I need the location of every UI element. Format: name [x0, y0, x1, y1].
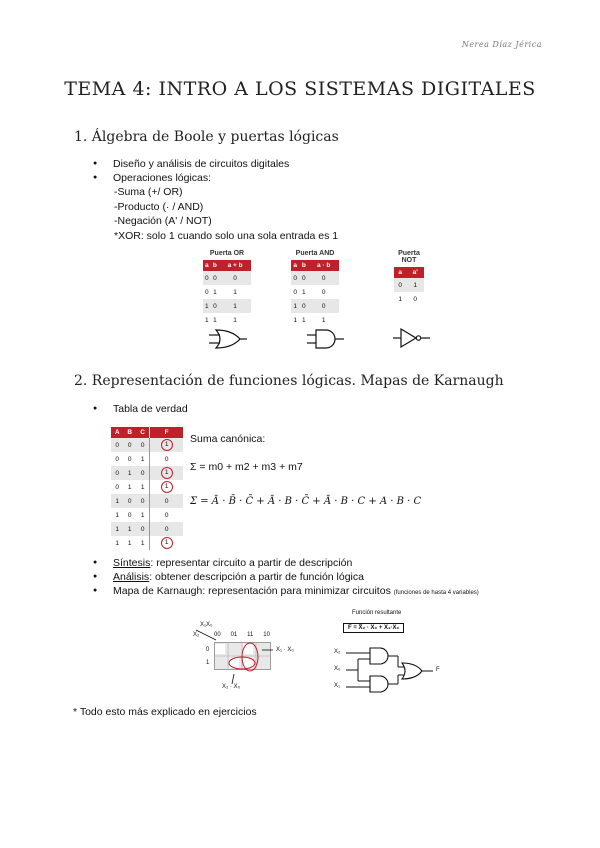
karnaugh-map: X₁X₀ X₂ 00 01 11 10 0 1 X₁ · X₀ X₂ · X₀	[193, 622, 294, 690]
and-gate-block	[291, 250, 339, 327]
kmap-group-x2x0: X₂ · X₀	[222, 684, 241, 690]
kmap-col-headers: 00 01 11 10	[214, 632, 270, 638]
minterm-sum: Σ = m0 + m2 + m3 + m7	[190, 461, 303, 473]
logic-ops	[114, 185, 338, 243]
section2-bullets	[93, 556, 479, 600]
table-row: 0 0 1 0	[111, 452, 183, 466]
op-xor-note: *XOR: solo 1 cuando solo una sola entrada es 1	[114, 229, 339, 242]
or-gate-symbol-icon	[208, 328, 248, 350]
op-not: -Negación (A' / NOT)	[114, 215, 212, 227]
kmap-side-var: X₂	[193, 632, 200, 638]
and-gate-symbol-icon	[306, 328, 346, 350]
section2-heading: 2. Representación de funciones lógicas. Mapas de Karnaugh	[74, 373, 504, 389]
table-row: 0 1	[394, 278, 424, 292]
table-row: 1 0 0	[291, 299, 339, 313]
not-gate-block	[390, 250, 428, 306]
list-item: ● Mapa de Karnaugh: representación para minimizar circuitos (funciones de hasta 4 variables)	[93, 584, 479, 600]
table-row: 1 0 0 0	[111, 494, 183, 508]
op-sum: -Suma (+/ OR)	[114, 186, 183, 198]
list-item: ● Operaciones lógicas:	[93, 171, 289, 185]
table-row: 1 1 1 1	[111, 536, 183, 550]
page-title: TEMA 4: INTRO A LOS SISTEMAS DIGITALES	[64, 78, 536, 100]
list-item: ● Análisis: obtener descripción a partir de función lógica	[93, 570, 479, 584]
or-truth-table: a b a + b 0 0 0 0 1 1 1 0 1 1 1 1	[203, 260, 251, 327]
and-gate-label: Puerta AND	[295, 250, 335, 257]
result-title: Función resultante	[352, 610, 402, 616]
table-row: 1 1 0 0	[111, 522, 183, 536]
section1-bullets	[93, 157, 289, 185]
section2-bullet-list	[93, 402, 188, 416]
and-truth-table: a b a · b 0 0 0 0 1 0 1 0 0 1 1 1	[291, 260, 339, 327]
table-row: 0 0 0	[203, 271, 251, 285]
canonical-sum-label: Suma canónica:	[190, 433, 266, 445]
table-row: 0 1 0 1	[111, 466, 183, 480]
not-gate-symbol-icon	[392, 326, 432, 350]
table-row: 0 1 1	[205, 288, 237, 296]
function-truth-table: A B C F 0 0 0 1 0 0 1 0 0 1 0 1 0 1 1 1 1 0 0 0 1 0 1 0 1 1 0 0 1 1 1 1	[111, 427, 183, 550]
result-formula: F = X̄₂ · X₀ + X₁·X₀	[343, 623, 404, 633]
result-circuit: X₂ X₀ X₁ F	[332, 644, 452, 699]
or-gate-block	[203, 250, 251, 327]
table-row: 0 1 0	[293, 288, 326, 296]
op-product: -Producto (· / AND)	[114, 200, 204, 213]
kmap-group-x1x0: X₁ · X₀	[276, 647, 294, 653]
list-item: ● Tabla de verdad	[93, 402, 188, 416]
not-truth-table: a a' 0 1 1 0	[394, 267, 424, 306]
table-row: 1 0 1	[203, 299, 251, 313]
table-row: 1 1 1	[205, 316, 237, 324]
author-name: Nerea Díaz Jérica	[461, 40, 542, 49]
table-row: 1 0	[398, 295, 417, 303]
expanded-sum: Σ = Ā · B̄ · C̄ + Ā · B · C̄ + Ā · B · C + A · B · C	[190, 496, 422, 507]
list-item: ● Diseño y análisis de circuitos digitales	[93, 157, 289, 171]
list-item: ● Síntesis: representar circuito a partir de descripción	[93, 556, 479, 570]
not-gate-label: Puerta NOT	[398, 250, 420, 264]
table-row: 1 1 1	[293, 316, 326, 324]
table-row: 0 0 0 1	[111, 438, 183, 452]
footnote: * Todo esto más explicado en ejercicios	[73, 706, 257, 718]
kmap-top-vars: X₁X₀	[200, 622, 213, 628]
table-row: 1 0 1 0	[111, 508, 183, 522]
logic-circuit-icon	[332, 644, 437, 699]
table-row: 0 0 0	[291, 271, 339, 285]
or-gate-label: Puerta OR	[209, 250, 245, 257]
section1-heading: 1. Álgebra de Boole y puertas lógicas	[74, 129, 339, 145]
table-row: 0 1 1 1	[111, 480, 183, 494]
